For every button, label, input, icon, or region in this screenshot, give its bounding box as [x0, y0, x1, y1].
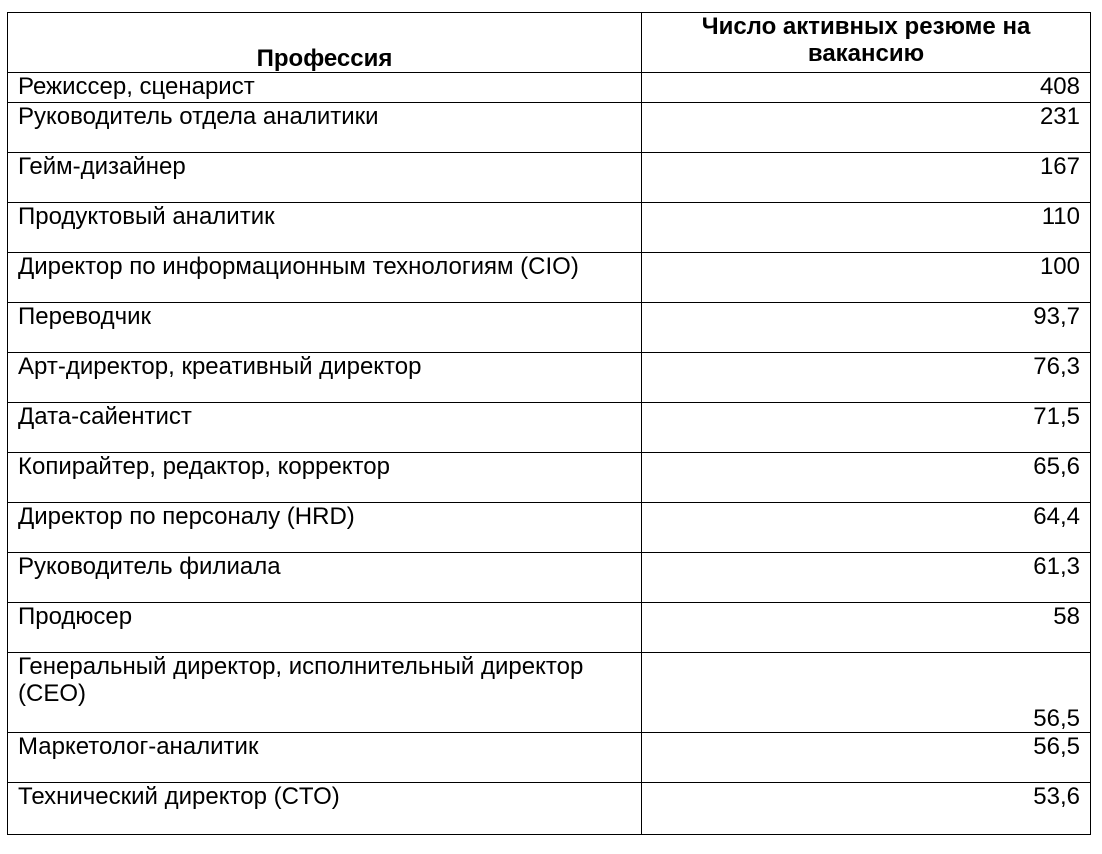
- value-cell: 231: [642, 103, 1091, 153]
- table-row: [8, 303, 1091, 353]
- table-row: [8, 653, 1091, 733]
- value-cell: 56,5: [642, 653, 1091, 733]
- table-row: [8, 503, 1091, 553]
- table-row: [8, 353, 1091, 403]
- table-row: [8, 603, 1091, 653]
- profession-cell: Маркетолог-аналитик: [8, 733, 642, 783]
- profession-cell: Генеральный директор, исполнительный директор (CEO): [8, 653, 642, 733]
- table-row: [8, 203, 1091, 253]
- value-cell: 110: [642, 203, 1091, 253]
- header-row: [8, 13, 1091, 73]
- header-profession: Профессия: [8, 13, 642, 73]
- table-row: [8, 103, 1091, 153]
- value-cell: 64,4: [642, 503, 1091, 553]
- table-row: [8, 73, 1091, 103]
- professions-table: [7, 12, 1091, 835]
- table-body: [8, 73, 1091, 835]
- value-cell: 408: [642, 73, 1091, 103]
- value-cell: 76,3: [642, 353, 1091, 403]
- profession-cell: Арт-директор, креативный директор: [8, 353, 642, 403]
- profession-cell: Гейм-дизайнер: [8, 153, 642, 203]
- value-cell: 93,7: [642, 303, 1091, 353]
- profession-cell: Руководитель отдела аналитики: [8, 103, 642, 153]
- profession-cell: Продуктовый аналитик: [8, 203, 642, 253]
- value-cell: 71,5: [642, 403, 1091, 453]
- profession-cell: Директор по информационным технологиям (CIO): [8, 253, 642, 303]
- table-row: [8, 783, 1091, 835]
- table-row: [8, 733, 1091, 783]
- value-cell: 61,3: [642, 553, 1091, 603]
- profession-cell: Копирайтер, редактор, корректор: [8, 453, 642, 503]
- table-row: [8, 553, 1091, 603]
- table-row: [8, 253, 1091, 303]
- profession-cell: Директор по персоналу (HRD): [8, 503, 642, 553]
- header-resumes-per-vacancy: Число активных резюме на вакансию: [642, 13, 1091, 73]
- profession-cell: Технический директор (CTO): [8, 783, 642, 835]
- table-row: [8, 153, 1091, 203]
- profession-cell: Переводчик: [8, 303, 642, 353]
- table-header: [8, 13, 1091, 73]
- profession-cell: Руководитель филиала: [8, 553, 642, 603]
- table-row: [8, 403, 1091, 453]
- value-cell: 65,6: [642, 453, 1091, 503]
- profession-cell: Режиссер, сценарист: [8, 73, 642, 103]
- value-cell: 58: [642, 603, 1091, 653]
- value-cell: 53,6: [642, 783, 1091, 835]
- value-cell: 100: [642, 253, 1091, 303]
- table-row: [8, 453, 1091, 503]
- profession-cell: Дата-сайентист: [8, 403, 642, 453]
- value-cell: 56,5: [642, 733, 1091, 783]
- profession-cell: Продюсер: [8, 603, 642, 653]
- value-cell: 167: [642, 153, 1091, 203]
